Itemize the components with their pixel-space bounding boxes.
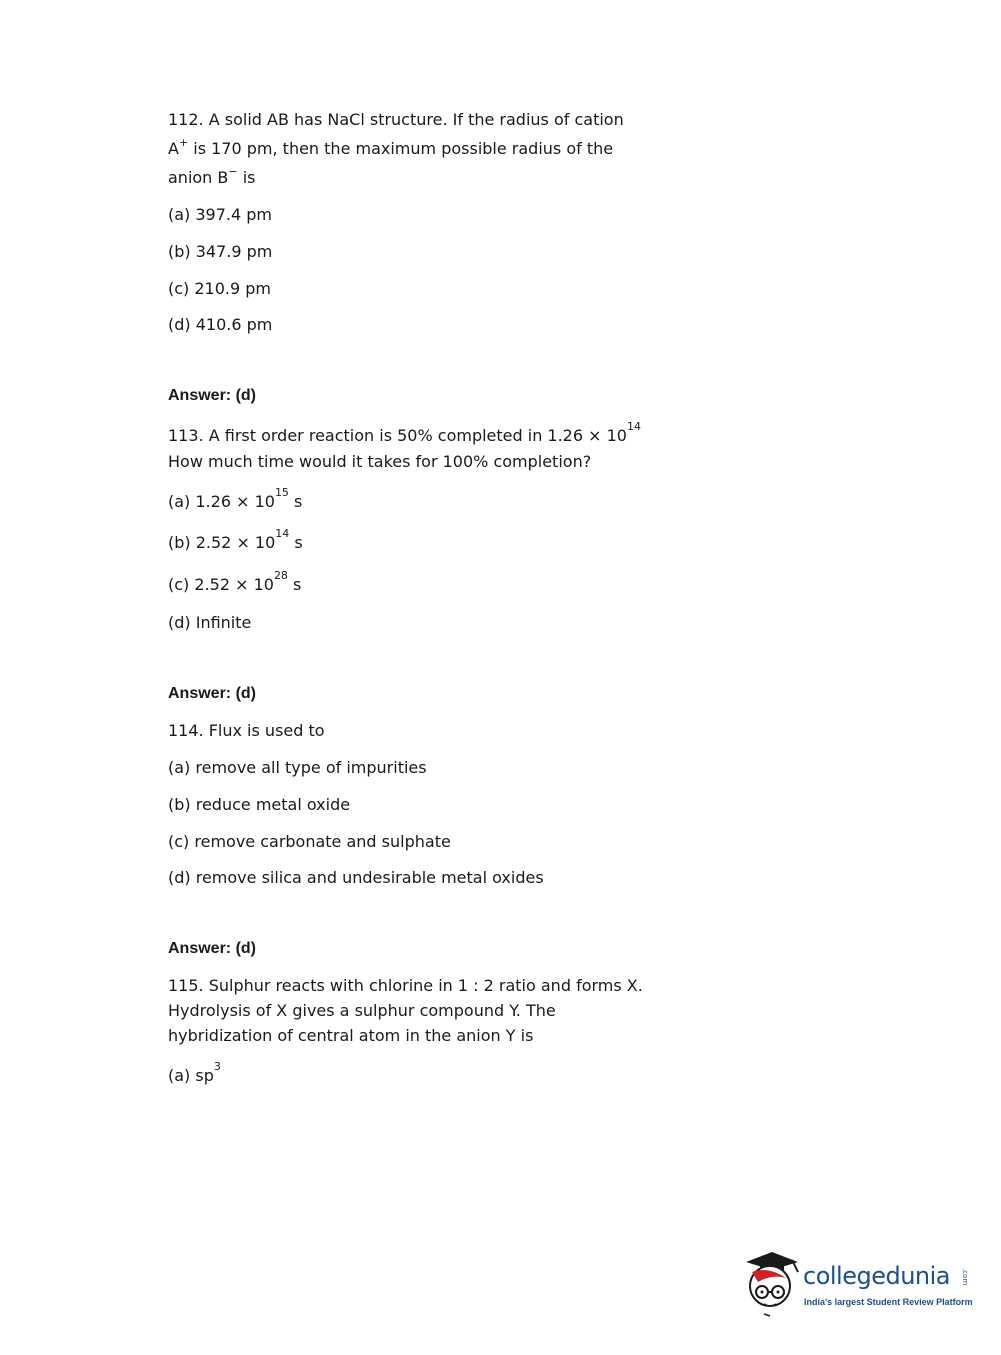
answer-113: Answer: (d) <box>168 685 256 702</box>
option-112-b: (b) 347.9 pm <box>168 242 273 261</box>
logo-brand-name: collegedunia <box>803 1262 951 1290</box>
option-113-a: (a) $1.26 \times 10^{15}$ s <box>168 486 303 511</box>
answer-114: Answer: (d) <box>168 940 256 957</box>
question-115-line-3: hybridization of central atom in the anion Y is <box>168 1026 534 1045</box>
question-112-line-3: anion B− is <box>168 165 256 187</box>
option-115-a: (a) $sp^3$ <box>168 1060 221 1085</box>
option-114-b: (b) reduce metal oxide <box>168 795 351 814</box>
logo-tagline: India's largest Student Review Platform <box>804 1297 973 1307</box>
question-112 <box>168 105 624 192</box>
option-114-a: (a) remove all type of impurities <box>168 758 427 777</box>
question-112-line-2: A+ is 170 pm, then the maximum possible radius of the <box>168 136 614 158</box>
option-113-d: (d) Infinite <box>168 613 252 632</box>
option-114-d: (d) remove silica and undesirable metal oxides <box>168 868 544 887</box>
option-112-c: (c) 210.9 pm <box>168 279 271 298</box>
option-113-b: (b) $2.52 \times 10^{14}$ s <box>168 527 303 552</box>
option-112-d: (d) 410.6 pm <box>168 315 273 334</box>
question-115-line-2: Hydrolysis of X gives a sulphur compound Y. The <box>168 1001 556 1020</box>
option-112-a: (a) 397.4 pm <box>168 205 273 224</box>
question-114-line-1: 114. Flux is used to <box>168 721 325 740</box>
answer-112: Answer: (d) <box>168 387 256 404</box>
question-112-line-1: 112. A solid AB has NaCl structure. If the radius of cation <box>168 110 624 129</box>
option-113-c: (c) $2.52 \times 10^{28}$ s <box>168 569 302 594</box>
option-114-c: (c) remove carbonate and sulphate <box>168 832 451 851</box>
question-113-line-1: 113. A first order reaction is 50% completed in $1.26 \times 10^{14}$ <box>168 420 641 445</box>
logo-brand-domain: .com <box>961 1268 969 1286</box>
question-113-line-2: How much time would it takes for 100% completion? <box>168 452 592 471</box>
question-115-line-1: 115. Sulphur reacts with chlorine in 1 : 2 ratio and forms X. <box>168 976 643 995</box>
